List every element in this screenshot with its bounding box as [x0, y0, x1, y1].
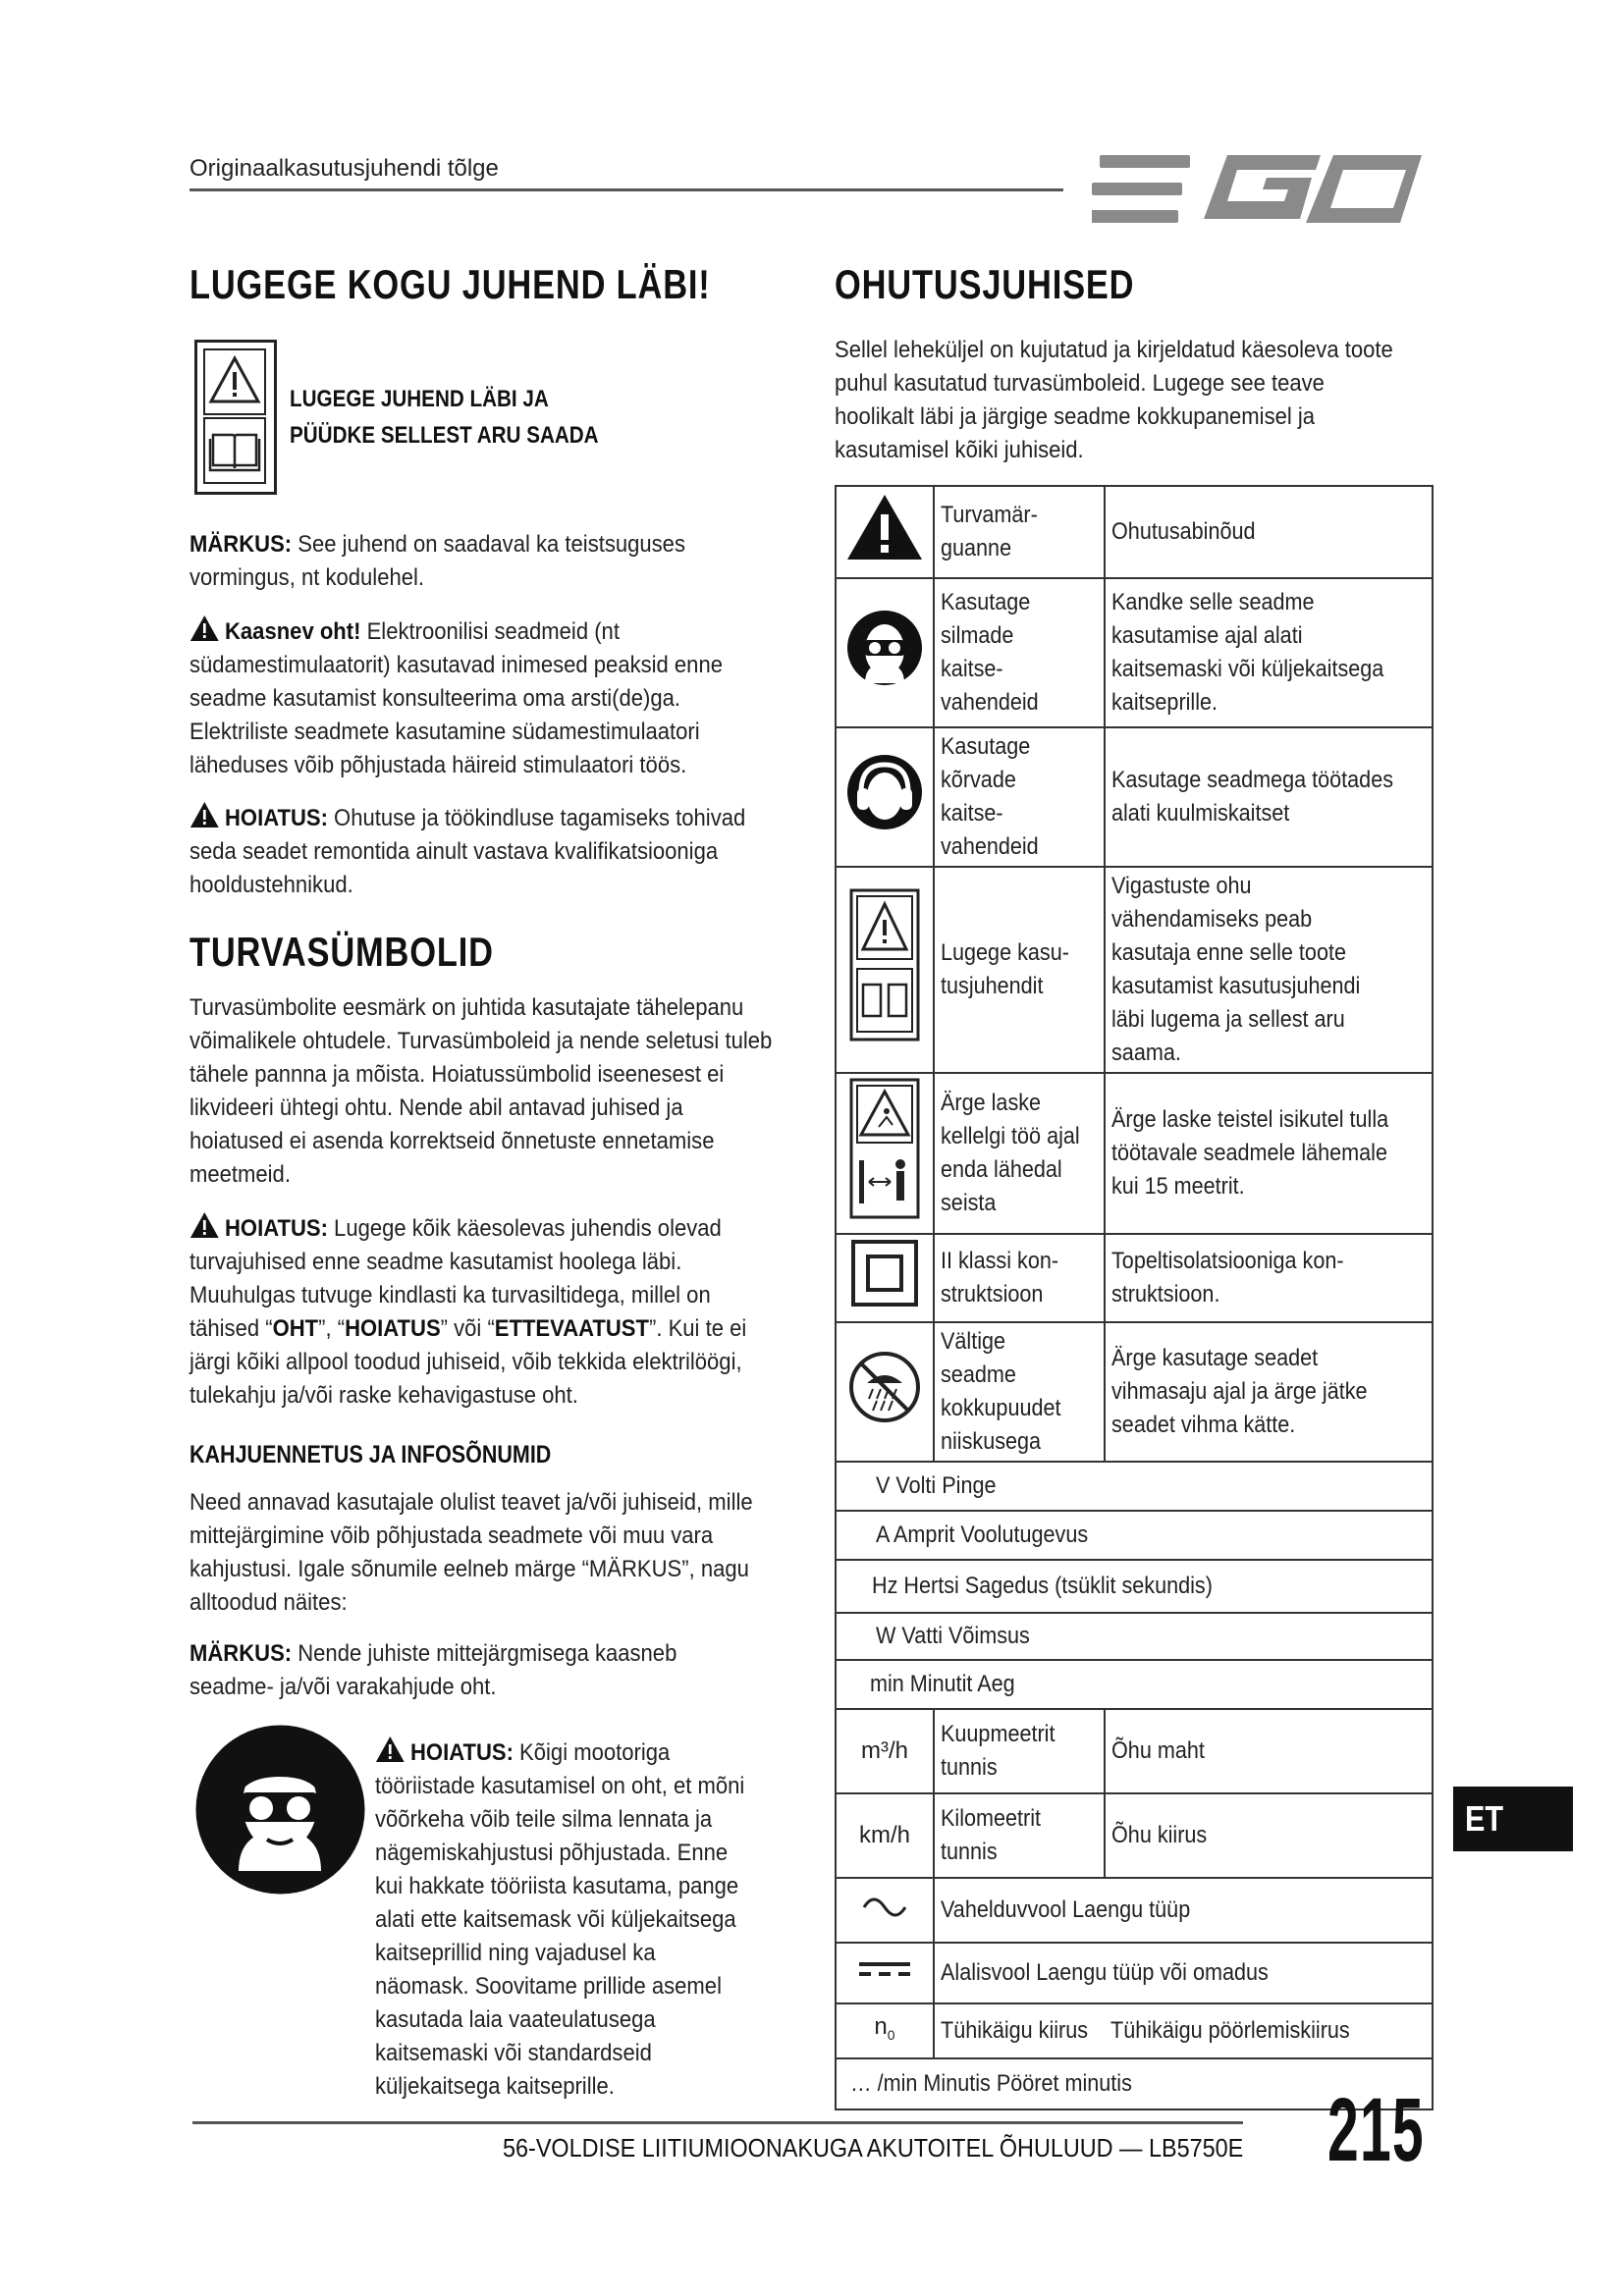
symbol-cell [836, 1073, 934, 1234]
symbol-name-text: Lugege kasu-tusjuhendit [941, 939, 1069, 999]
direct-current-icon [857, 1956, 912, 1980]
unit-text: A Amprit Voolutugevus [876, 1522, 1089, 1548]
info-paragraph: Need annavad kasutajale olulist teavet ja/või juhiseid, mille mittejärgimine võib põhjustada seadmete või muu vara kahjustusi. Igale sõnumile eelneb märge “MÄRKUS”, nagu alltoodud näites: [189, 1489, 753, 1616]
symbol-name-text: II klassi kon-struktsioon [941, 1248, 1059, 1308]
symbol-name-text: Ärge laske kellelgi töö ajal enda lähedal seista [941, 1090, 1080, 1216]
table-row [836, 578, 1433, 727]
title-read-manual: LUGEGE KOGU JUHEND LÄBI! [189, 261, 711, 307]
language-tab-et [1453, 1787, 1573, 1851]
symbol-meaning [1105, 578, 1433, 727]
warning-text: Ohutuse ja töökindluse tagamiseks tohivad seda seadet remontida ainult vastava kvalifikatsiooniga hooldustehnikud. [189, 805, 746, 898]
symbol-name [934, 1234, 1105, 1322]
read-manual-icon [849, 888, 920, 1041]
symbol-meaning-text: Ärge laske teistel isikutel tulla töötavale seadmele lähemale kui 15 meetrit. [1111, 1106, 1389, 1200]
symbol-meaning [1105, 1234, 1433, 1322]
no-load-row-text [934, 2003, 1433, 2058]
header-rule [189, 188, 1063, 191]
header-label: Originaalkasutusjuhendi tõlge [189, 155, 499, 182]
symbol-meaning-text: Õhu kiirus [1111, 1822, 1208, 1848]
note-label: MÄRKUS: [189, 531, 293, 558]
symbol-meaning-text: Ohutusabinõud [1111, 518, 1256, 545]
warning-icon [189, 801, 220, 828]
warning-text-c: ” või “ [440, 1315, 495, 1342]
page-number: 215 [1327, 2080, 1425, 2180]
symbol-cell [836, 1322, 934, 1462]
warning-label: HOIATUS: [225, 1215, 328, 1242]
symbol-meaning [1105, 486, 1433, 578]
symbol-meaning [1105, 727, 1433, 867]
symbol-name [934, 1709, 1105, 1793]
table-row [836, 1709, 1433, 1793]
warning-icon [189, 614, 220, 642]
table-row [836, 1793, 1433, 1878]
warning-triangle-icon [845, 493, 924, 561]
warning-text-b: ”, “ [318, 1315, 346, 1342]
symbol-name-text: Turvamär-guanne [941, 502, 1038, 561]
table-row [836, 1462, 1433, 1511]
hazard-pacemaker [189, 614, 764, 782]
table-row [836, 1073, 1433, 1234]
unit-symbol: m³/h [861, 1737, 908, 1764]
symbol-name [934, 486, 1105, 578]
symbol-cell [836, 1878, 934, 1943]
alternating-current-icon [860, 1894, 909, 1917]
no-rain-icon [847, 1350, 922, 1424]
signal-word-caution: ETTEVAATUST [494, 1315, 649, 1342]
table-row [836, 1660, 1433, 1709]
symbol-name [934, 578, 1105, 727]
signal-word-warning: HOIATUS [345, 1315, 441, 1342]
symbol-cell [836, 486, 934, 578]
symbol-meaning-text: Kasutage seadmega töötades alati kuulmiskaitset [1111, 767, 1394, 827]
symbol-meaning [1105, 867, 1433, 1073]
warning-text-d: ”. Kui te ei järgi kõiki allpool toodud juhiseid, võib tekkida elektrilöögi, tulekahju ja/või raske kehavigastuse oht. [189, 1315, 747, 1409]
symbol-meaning-text: Vigastuste ohu vähendamiseks peab kasutaja enne selle toote kasutamist kasutusjuhendi läbi lugema ja sellest aru saama. [1111, 873, 1361, 1066]
unit-row-volt [836, 1462, 1433, 1511]
warning-icon [189, 1211, 220, 1239]
warning-label: HOIATUS: [225, 805, 328, 831]
ac-row-text [934, 1878, 1433, 1943]
symbol-meaning-text: Topeltisolatsiooniga kon-struktsioon. [1111, 1248, 1344, 1308]
unit-symbol: km/h [858, 1822, 910, 1848]
ear-protection-icon [845, 753, 924, 831]
warning-text-a: Lugege kõik käesolevas juhendis olevad turvajuhised enne seadme kasutamist hoolega läbi. Muuhulgas tutvuge kindlasti ka turvasiltidega, millel on tähised “ [189, 1215, 722, 1342]
dc-text: Alalisvool Laengu tüüp või omadus [941, 1959, 1269, 1986]
symbol-meaning-text: Ärge kasutage seadet vihmasaju ajal ja ärge jätke seadet vihma kätte. [1111, 1345, 1368, 1438]
symbol-cell [836, 1234, 934, 1322]
hazard-label: Kaasnev oht! [225, 618, 361, 645]
table-row [836, 1878, 1433, 1943]
subhead-damage-prevention: KAHJUENNETUS JA INFOSÕNUMID [189, 1441, 552, 1468]
symbol-meaning-text: Õhu maht [1111, 1737, 1205, 1764]
note-format [189, 528, 702, 595]
symbol-name [934, 727, 1105, 867]
hazard-text: Elektroonilisi seadmeid (nt südamestimulaatorit) kasutavad inimesed peaksid enne seadme kasutamist konsulteerima oma arsti(de)ga. Elektriliste seadmete kasutamine südamestimulaatori läheduses võib põhjustada häireid stimulaatori töös. [189, 618, 723, 778]
symbol-cell [836, 578, 934, 727]
symbol-name-text: Kasutage kõrvade kaitse-vahendeid [941, 733, 1039, 860]
table-row [836, 1234, 1433, 1322]
unit-text: V Volti Pinge [876, 1472, 997, 1499]
footer-product-title: 56-VOLDISE LIITIUMIOONAKUGA AKUTOITEL ÕHULUUD — LB5750E [503, 2133, 1244, 2163]
table-row [836, 1560, 1433, 1613]
note-damage [189, 1637, 737, 1704]
note-text: Nende juhiste mittejärgmisega kaasneb seadme- ja/või varakahjude oht. [189, 1640, 677, 1700]
table-row [836, 867, 1433, 1073]
goggles-mandatory-icon [194, 1724, 366, 1896]
symbol-cell [836, 867, 934, 1073]
readbox-line2: PÜÜDKE SELLEST ARU SAADA [290, 422, 599, 449]
ego-logo [1092, 147, 1426, 231]
symbol-cell [836, 1709, 934, 1793]
symbol-cell [836, 727, 934, 867]
symbol-cell [836, 1943, 934, 2003]
language-tab-label: ET [1465, 1798, 1504, 1839]
warning-triangle-icon [203, 348, 266, 415]
warning-label: HOIATUS: [410, 1739, 514, 1766]
title-safety-symbols: TURVASÜMBOLID [189, 929, 494, 975]
symbol-cell [836, 1793, 934, 1878]
keep-bystanders-away-icon [849, 1078, 920, 1219]
note-label: MÄRKUS: [189, 1640, 293, 1667]
symbol-meaning [1105, 1073, 1433, 1234]
symbol-name-text: Tühikäigu kiirus [941, 2017, 1089, 2044]
dc-row-text [934, 1943, 1433, 2003]
symbol-meaning [1105, 1322, 1433, 1462]
symbol-name [934, 1793, 1105, 1878]
no-load-symbol: n [874, 2013, 888, 2041]
table-row [836, 1613, 1433, 1660]
warning-text: Kõigi mootoriga tööriistade kasutamisel on oht, et mõni võõrkeha võib teile silma lennata ja nägemiskahjustusi põhjustada. Enne kui hakkate tööriista kasutama, pange alati ette kaitsemask või küljekaitsega kaitseprillid ning vajadusel ka näomask. Soovitame prillide asemel kasutada laia vaateulatusega kaitsemaski või standardseid küljekaitsega kaitseprille. [375, 1739, 745, 2100]
symbol-name-text: Kuupmeetrit tunnis [941, 1721, 1056, 1781]
table-row [836, 1511, 1433, 1560]
ac-text: Vahelduvvool Laengu tüüp [941, 1896, 1191, 1923]
symbols-paragraph: Turvasümbolite eesmärk on juhtida kasutajate tähelepanu võimalikele ohtudele. Turvasümboleid ja nende seletusi tuleb tähele pannna ja mõista. Hoiatussümbolid iseenesest ei likvideeri ühtegi ohtu. Nende abil antavad juhised ja hoiatused ei asenda korrektseid õnnetuste ennetamise meetmeid. [189, 994, 773, 1188]
unit-text: Hz Hertsi Sagedus (tsüklit sekundis) [872, 1573, 1213, 1599]
footer-rule [192, 2121, 1243, 2124]
goggles-icon [845, 609, 924, 687]
unit-row-hertz [836, 1560, 1433, 1613]
symbol-cell [836, 2003, 934, 2058]
warning-read-all [189, 1211, 782, 1413]
warning-eye-protection [375, 1735, 755, 2104]
unit-text: W Vatti Võimsus [876, 1623, 1030, 1649]
symbol-name [934, 1073, 1105, 1234]
symbol-meaning [1105, 1793, 1433, 1878]
readbox-line1: LUGEGE JUHEND LÄBI JA [290, 386, 549, 412]
symbol-name [934, 867, 1105, 1073]
symbol-name-text: Vältige seadme kokkupuudet niiskusega [941, 1328, 1061, 1455]
unit-row-ampere [836, 1511, 1433, 1560]
table-row [836, 2003, 1433, 2058]
symbol-meaning-text: Tühikäigu pöörlemiskiirus [1110, 2017, 1351, 2044]
table-row [836, 1943, 1433, 2003]
no-load-subscript: 0 [887, 2026, 895, 2043]
warning-repair [189, 801, 755, 902]
symbol-meaning-text: Kandke selle seadme kasutamise ajal alati kaitsemaski või küljekaitsega kaitseprille. [1111, 589, 1384, 716]
unit-text: min Minutit Aeg [870, 1671, 1015, 1697]
unit-row-watt [836, 1613, 1433, 1660]
symbol-meaning [1105, 1709, 1433, 1793]
signal-word-danger: OHT [272, 1315, 319, 1342]
book-icon [203, 417, 266, 484]
table-row [836, 486, 1433, 578]
warning-icon [375, 1735, 406, 1763]
title-safety-instructions: OHUTUSJUHISED [835, 261, 1135, 307]
table-row [836, 1322, 1433, 1462]
safety-symbols-table [835, 485, 1434, 2110]
symbol-name-text: Kasutage silmade kaitse-vahendeid [941, 589, 1039, 716]
class-2-construction-icon [850, 1239, 919, 1308]
unit-row-minute [836, 1660, 1433, 1709]
note-text: See juhend on saadaval ka teistsuguses vormingus, nt kodulehel. [189, 531, 685, 591]
safety-intro: Sellel leheküljel on kujutatud ja kirjeldatud käesoleva toote puhul kasutatud turvasümboleid. Lugege see teave hoolikalt läbi ja järgige seadme kokkupanemisel ja kasutamisel kõiki juhiseid. [835, 337, 1393, 463]
symbol-name-text: Kilomeetrit tunnis [941, 1805, 1042, 1865]
symbol-name [934, 1322, 1105, 1462]
per-minute-text: … /min Minutis Pööret minutis [850, 2070, 1132, 2097]
read-manual-symbol-box [194, 340, 277, 495]
table-row [836, 727, 1433, 867]
